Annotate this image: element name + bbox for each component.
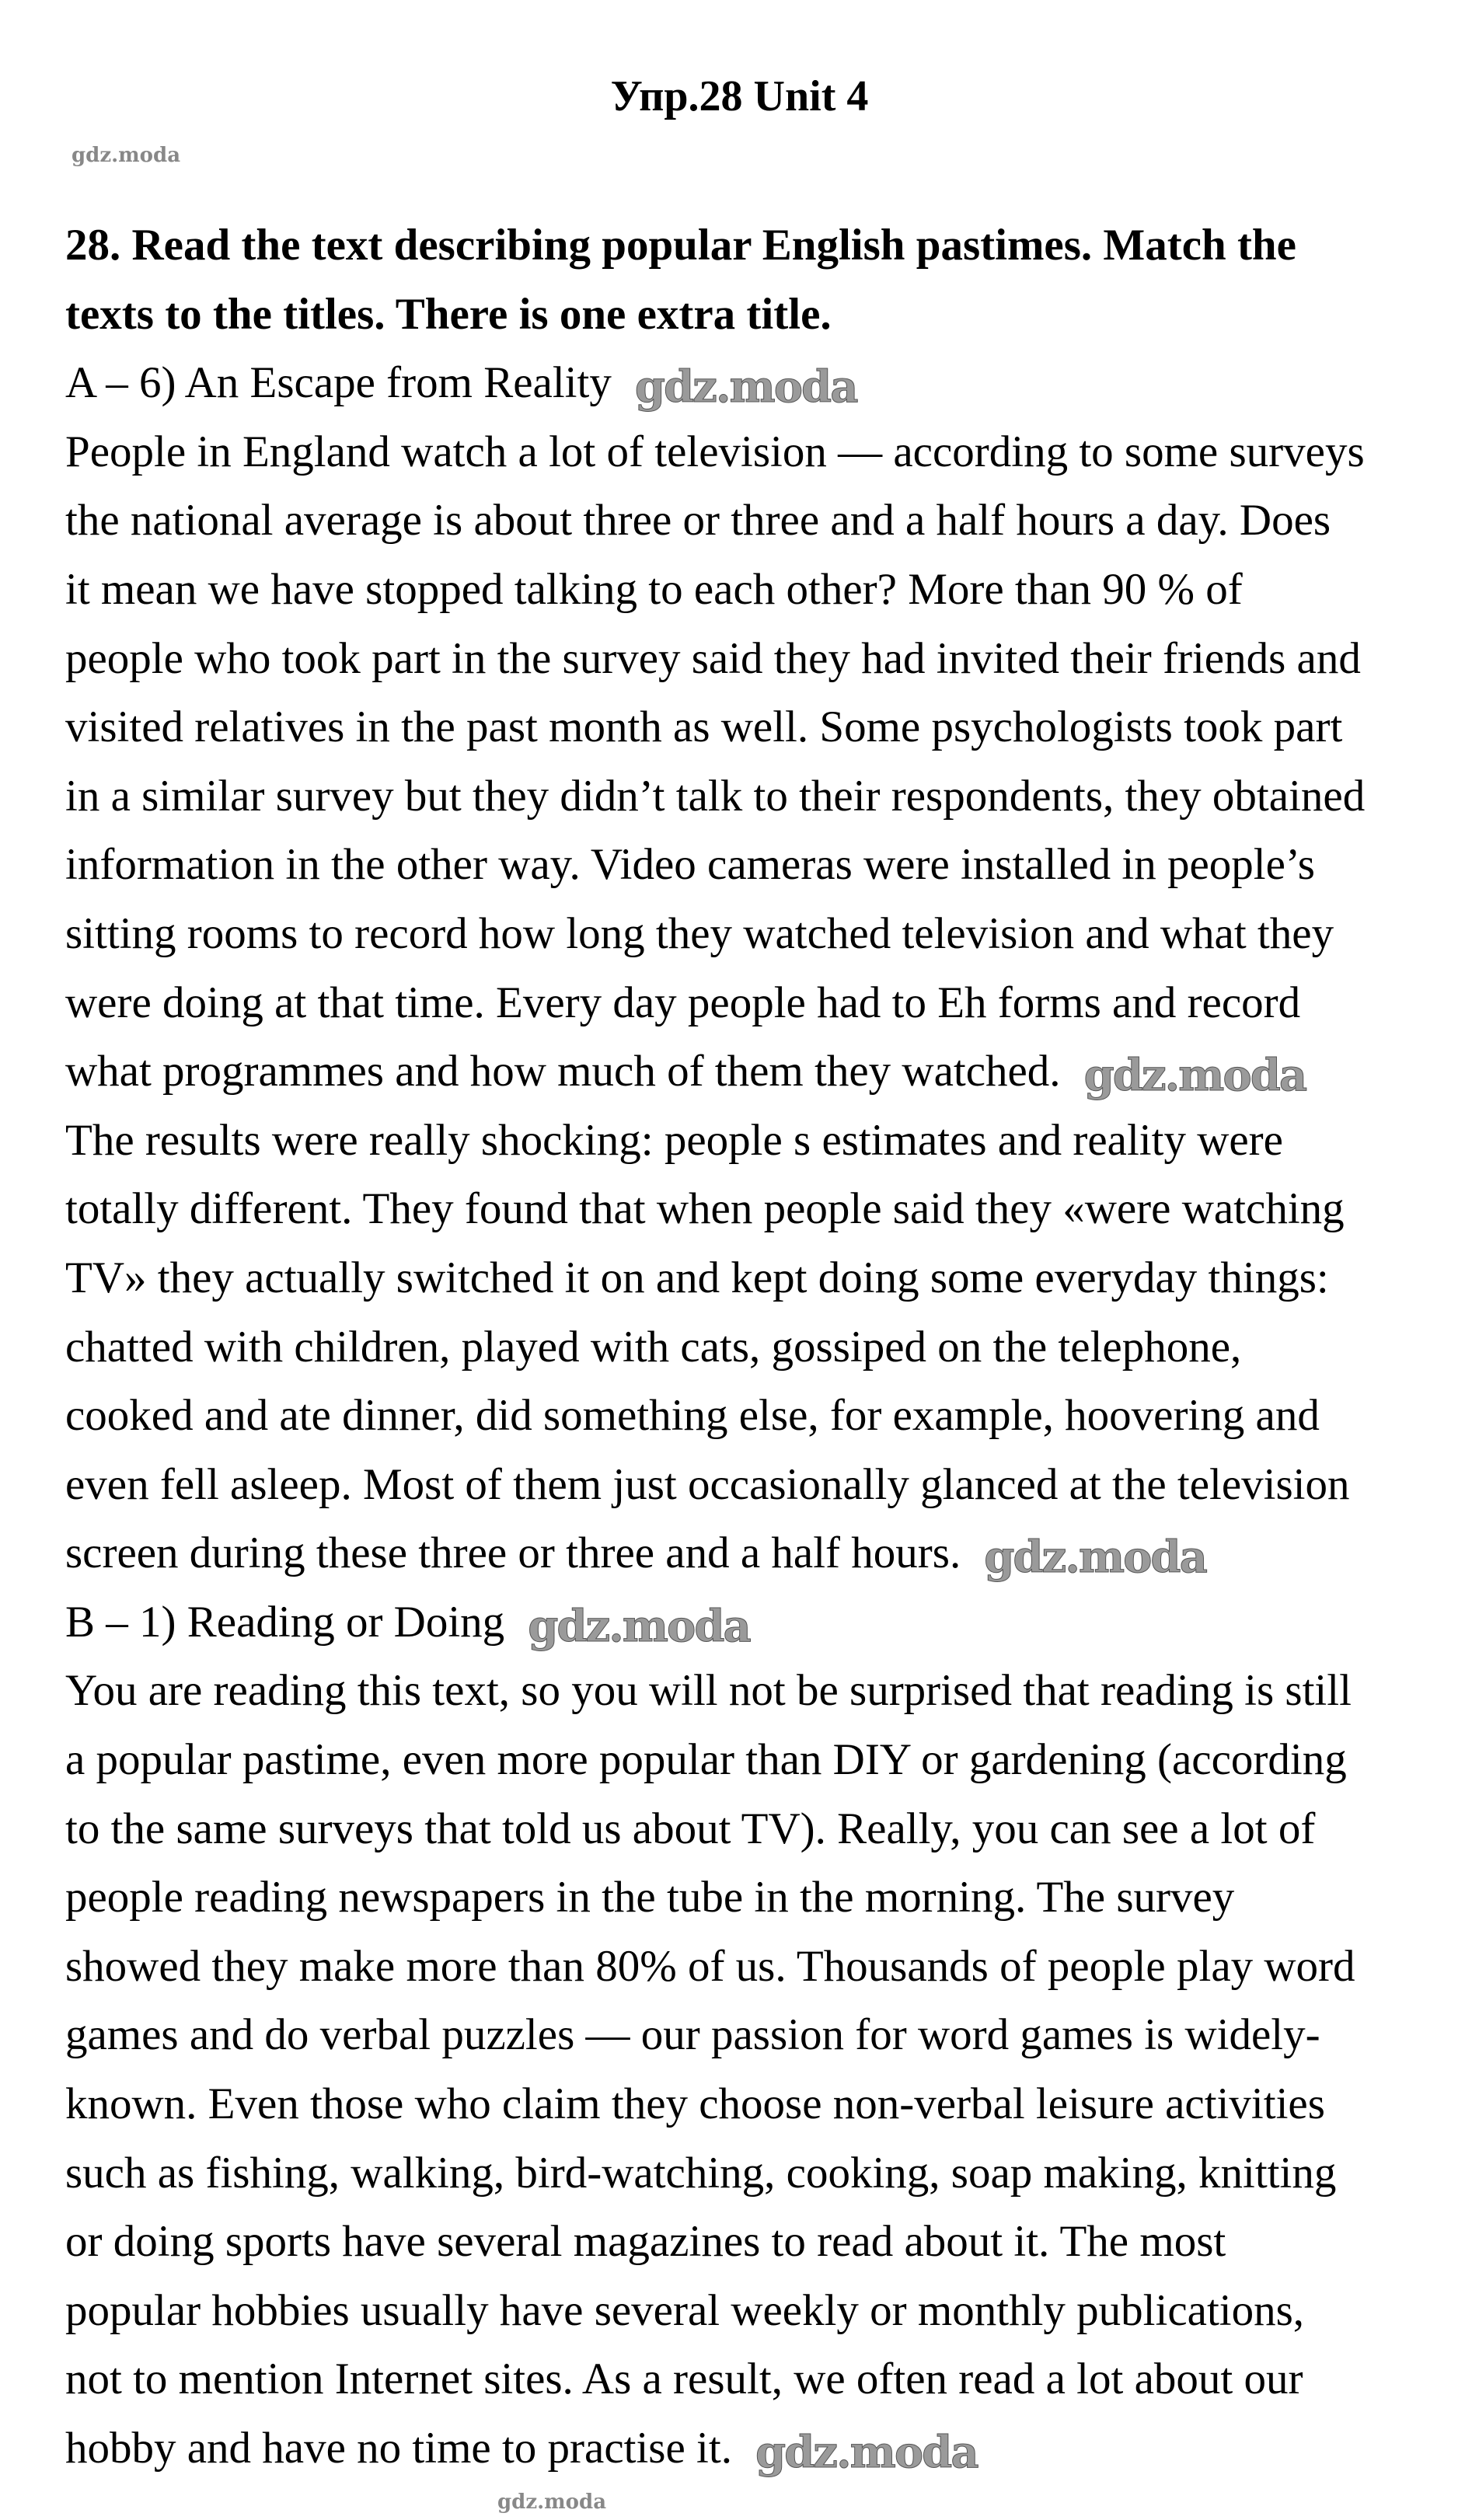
- page-title: Упр.28 Unit 4: [610, 72, 869, 120]
- text-line-content: The results were really shocking: people s estimates and reality were: [65, 1115, 1283, 1165]
- text-line: [65, 349, 1433, 418]
- text-line-content: totally different. They found that when people said they «were watching: [65, 1184, 1345, 1234]
- text-line-content: information in the other way. Video cameras were installed in people’s: [65, 840, 1315, 890]
- text-line: [65, 1451, 1433, 1520]
- text-line-content: even fell asleep. Most of them just occasionally glanced at the television: [65, 1459, 1350, 1509]
- text-line: [65, 969, 1433, 1038]
- text-line: [65, 281, 1433, 350]
- text-line: [65, 1726, 1433, 1795]
- text-line-content: the national average is about three or three and a half hours a day. Does: [65, 496, 1331, 545]
- text-line: [65, 418, 1433, 487]
- text-line: [65, 2001, 1433, 2070]
- watermark: gdz.moda: [528, 1600, 750, 1652]
- text-line-content: hobby and have no time to practise it.: [65, 2424, 732, 2473]
- text-line: [65, 1244, 1433, 1313]
- text-line-content: A – 6) An Escape from Reality: [65, 358, 612, 408]
- text-line-content: games and do verbal puzzles — our passion for word games is widely-: [65, 2010, 1320, 2060]
- text-line: [65, 1313, 1433, 1382]
- text-line: [65, 1382, 1433, 1451]
- text-line-content: or doing sports have several magazines to read about it. The most: [65, 2217, 1226, 2267]
- text-line-content: People in England watch a lot of television — according to some surveys: [65, 427, 1365, 476]
- watermark: gdz.moda: [984, 1532, 1206, 1584]
- text-line-content: were doing at that time. Every day people had to Eh forms and record: [65, 978, 1301, 1027]
- text-line: [65, 1519, 1433, 1588]
- text-line: [65, 1933, 1433, 2002]
- text-line-content: sitting rooms to record how long they watched television and what they: [65, 908, 1334, 958]
- watermark: gdz.moda: [497, 2490, 607, 2514]
- text-line: [65, 2070, 1433, 2139]
- text-line-content: to the same surveys that told us about TV). Really, you can see a lot of: [65, 1804, 1316, 1853]
- text-line-content: what programmes and how much of them they watched.: [65, 1047, 1061, 1096]
- text-line: [65, 1795, 1433, 1864]
- text-line: [65, 1175, 1433, 1244]
- text-line-content: texts to the titles. There is one extra title.: [65, 289, 832, 339]
- watermark: gdz.moda: [755, 2426, 978, 2478]
- text-line: [65, 2139, 1433, 2208]
- text-line-content: cooked and ate dinner, did something else, for example, hoovering and: [65, 1391, 1320, 1441]
- text-line: [65, 1863, 1433, 1933]
- text-line: [65, 556, 1433, 625]
- text-line-content: chatted with children, played with cats, gossiped on the telephone,: [65, 1322, 1242, 1372]
- text-line: [65, 2414, 1433, 2483]
- text-line-content: it mean we have stopped talking to each other? More than 90 % of: [65, 564, 1243, 614]
- watermark: gdz.moda: [72, 144, 181, 167]
- text-line-content: not to mention Internet sites. As a result, we often read a lot about our: [65, 2354, 1303, 2404]
- text-line: [65, 693, 1433, 762]
- text-line: [65, 2277, 1433, 2346]
- text-line-content: known. Even those who claim they choose non-verbal leisure activities: [65, 2079, 1325, 2129]
- text-line: [65, 900, 1433, 969]
- text-line-content: visited relatives in the past month as well. Some psychologists took part: [65, 702, 1343, 752]
- watermark: gdz.moda: [1083, 1050, 1306, 1102]
- watermark: gdz.moda: [634, 361, 857, 413]
- text-line: [65, 1588, 1433, 1657]
- text-line-content: people who took part in the survey said they had invited their friends and: [65, 633, 1361, 683]
- text-line-content: a popular pastime, even more popular than DIY or gardening (according: [65, 1735, 1347, 1785]
- text-line: [65, 1657, 1433, 1726]
- text-line-content: B – 1) Reading or Doing: [65, 1597, 505, 1647]
- text-line-content: such as fishing, walking, bird-watching, cooking, soap making, knitting: [65, 2148, 1337, 2198]
- text-line-content: TV» they actually switched it on and kept doing some everyday things:: [65, 1253, 1329, 1302]
- text-line-content: people reading newspapers in the tube in the morning. The survey: [65, 1873, 1235, 1922]
- text-line: [65, 486, 1433, 556]
- document-body: [65, 211, 1433, 2483]
- text-line: [65, 2208, 1433, 2277]
- text-line: [65, 211, 1433, 281]
- text-line-content: in a similar survey but they didn’t talk to their respondents, they obtained: [65, 771, 1366, 821]
- text-line-content: screen during these three or three and a half hours.: [65, 1528, 961, 1578]
- text-line: [65, 1107, 1433, 1176]
- text-line: [65, 831, 1433, 900]
- text-line: [65, 625, 1433, 694]
- text-line: [65, 762, 1433, 831]
- text-line-content: You are reading this text, so you will not be surprised that reading is still: [65, 1666, 1352, 1716]
- text-line: [65, 2345, 1433, 2414]
- text-line-content: popular hobbies usually have several weekly or monthly publications,: [65, 2285, 1305, 2335]
- text-line: [65, 1037, 1433, 1107]
- text-line-content: showed they make more than 80% of us. Thousands of people play word: [65, 1941, 1355, 1991]
- text-line-content: 28. Read the text describing popular English pastimes. Match the: [65, 221, 1296, 270]
